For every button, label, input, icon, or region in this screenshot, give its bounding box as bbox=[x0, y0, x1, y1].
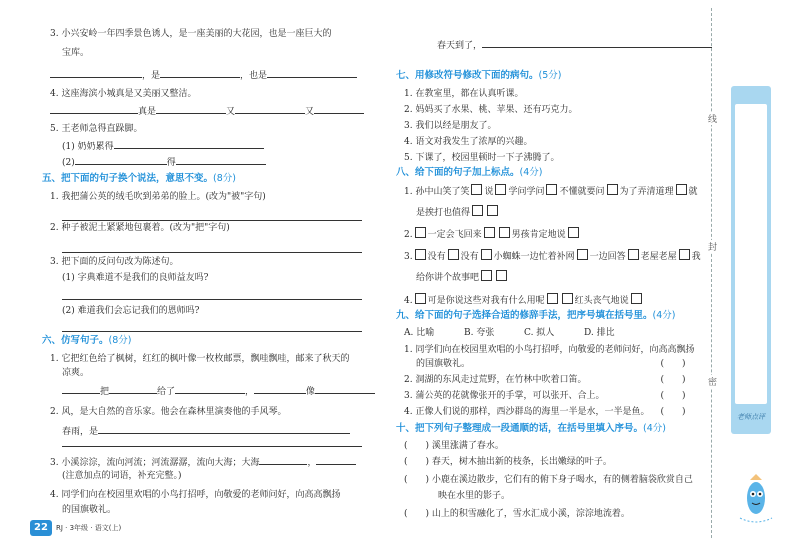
punct-box[interactable] bbox=[628, 249, 639, 260]
answer-paren[interactable]: ( ) bbox=[660, 375, 686, 385]
s5-q3a-line bbox=[62, 290, 362, 304]
blank[interactable] bbox=[235, 104, 305, 114]
s6-q2: 2. 风，是大自然的音乐家。他会在森林里演奏他的手风琴。 bbox=[50, 407, 287, 417]
binding-char: 线 bbox=[708, 112, 717, 125]
answer-paren[interactable]: ( ) bbox=[660, 391, 686, 401]
q4-fill-row: 真是 又 又 bbox=[50, 104, 364, 118]
s10-item: ( ) 春天，树木抽出新的枝条，长出嫩绿的叶子。 bbox=[404, 457, 612, 467]
answer-line[interactable] bbox=[62, 243, 362, 253]
s6-q1-fill: 把 给了 ， 像 bbox=[62, 384, 375, 398]
s7-item: 5. 下课了，校园里顿时一下子沸腾了。 bbox=[404, 153, 560, 163]
s8-q3-cont: 给你讲个故事吧 bbox=[416, 270, 509, 284]
spring-prompt: 春天到了， bbox=[437, 38, 712, 52]
punct-box[interactable] bbox=[415, 249, 426, 260]
s8-q1: 1. 孙中山笑了笑 说 学问学问 不懂就要问 为了弄清道理 就 bbox=[404, 184, 698, 198]
s9-item: 3. 蒲公英的花就像张开的手掌，可以张开、合上。 ( ) bbox=[404, 390, 693, 402]
s6-q1: 1. 它把红色给了枫树，红红的枫叶像一枚枚邮票，飘哇飘哇，邮来了秋天的 bbox=[50, 354, 350, 364]
q5-sub1: (1) 奶奶累得 bbox=[62, 139, 264, 153]
blank[interactable] bbox=[259, 455, 307, 465]
blank[interactable] bbox=[160, 68, 240, 78]
s6-q2-line bbox=[62, 437, 362, 451]
s8-q4: 4. 可是你说这些对我有什么用呢 红头丧气地说 bbox=[404, 293, 644, 307]
s9-item: 1. 同学们向在校园里欢唱的小鸟打招呼，向敬爱的老师问好，向高高飘扬 bbox=[404, 345, 695, 355]
s5-q3b: (2) 难道我们会忘记我们的恩师吗? bbox=[62, 306, 200, 316]
blank[interactable] bbox=[175, 384, 245, 394]
s5-q3a: (1) 字典难道不是我们的良师益友吗? bbox=[62, 273, 209, 283]
answer-paren[interactable]: ( bbox=[404, 475, 426, 485]
s5-q2: 2. 种子被泥土紧紧地包裹着。(改为"把"字句) bbox=[50, 223, 230, 233]
punct-box[interactable] bbox=[546, 184, 557, 195]
blank[interactable] bbox=[254, 384, 306, 394]
answer-line[interactable] bbox=[62, 290, 362, 300]
s10-item-cont: 映在水里的影子。 bbox=[438, 491, 511, 501]
blank[interactable] bbox=[50, 68, 142, 78]
s5-q2-line bbox=[62, 243, 362, 257]
answer-paren[interactable]: ( ) bbox=[660, 407, 686, 417]
section-7-title: 七、用修改符号修改下面的病句。(5分) bbox=[396, 70, 562, 81]
answer-paren[interactable]: ( bbox=[404, 457, 426, 467]
page-meta: RJ · 3年级 · 语文(上) bbox=[56, 524, 122, 532]
answer-paren[interactable]: ( bbox=[404, 441, 426, 451]
punct-box[interactable] bbox=[448, 249, 459, 260]
comment-area[interactable] bbox=[735, 104, 767, 404]
blank[interactable] bbox=[114, 139, 264, 149]
answer-line[interactable] bbox=[62, 211, 362, 221]
punct-box[interactable] bbox=[568, 227, 579, 238]
q5-stem: 5. 王老师急得直跺脚。 bbox=[50, 124, 143, 134]
s7-item: 2. 妈妈买了水果、桃、苹果、还有巧克力。 bbox=[404, 105, 578, 115]
binding-char: 密 bbox=[708, 375, 717, 388]
answer-line[interactable] bbox=[62, 322, 362, 332]
punct-box[interactable] bbox=[607, 184, 618, 195]
blank[interactable] bbox=[314, 104, 364, 114]
punct-box[interactable] bbox=[679, 249, 690, 260]
page-number: 22 bbox=[30, 520, 52, 536]
punct-box[interactable] bbox=[471, 184, 482, 195]
s8-q2: 2. 一定会飞回来 男孩肯定地说 bbox=[404, 227, 581, 241]
blank[interactable] bbox=[62, 384, 100, 394]
punct-box[interactable] bbox=[496, 270, 507, 281]
punct-box[interactable] bbox=[495, 184, 506, 195]
answer-paren[interactable]: ( ) bbox=[660, 359, 686, 369]
s7-item: 4. 语文对我发生了浓厚的兴趣。 bbox=[404, 137, 533, 147]
punct-box[interactable] bbox=[676, 184, 687, 195]
punct-box[interactable] bbox=[484, 227, 495, 238]
answer-paren[interactable]: ( bbox=[404, 509, 426, 519]
s9-item-cont: 的国旗敬礼。 ( ) bbox=[416, 358, 693, 370]
blank[interactable] bbox=[176, 155, 266, 165]
s6-q4-cont: 的国旗敬礼。 bbox=[62, 505, 117, 515]
s9-options: A. 比喻 B. 夸张 C. 拟人 D. 排比 bbox=[404, 328, 615, 338]
q3-fill-row: ，是 ，也是 bbox=[50, 68, 357, 82]
s5-q3: 3. 把下面的反问句改为陈述句。 bbox=[50, 257, 179, 267]
teacher-comment-label: 老师点评 bbox=[737, 413, 765, 421]
s6-q2-fill: 春雨，是 bbox=[62, 424, 350, 438]
blank[interactable] bbox=[109, 384, 157, 394]
blank[interactable] bbox=[482, 38, 712, 48]
s8-q3: 3. 没有 没有 小蜘蛛一边忙着补网 一边回答 老屋老屋 我 bbox=[404, 249, 701, 263]
section-6-title: 六、仿写句子。(8分) bbox=[42, 335, 132, 346]
blank[interactable] bbox=[156, 104, 226, 114]
section-5-title: 五、把下面的句子换个说法，意思不变。(8分) bbox=[42, 173, 236, 184]
punct-box[interactable] bbox=[481, 270, 492, 281]
punct-box[interactable] bbox=[577, 249, 588, 260]
blank[interactable] bbox=[316, 455, 356, 465]
q3-stem-cont: 宝库。 bbox=[62, 48, 90, 58]
punct-box[interactable] bbox=[472, 205, 483, 216]
blank[interactable] bbox=[315, 384, 375, 394]
section-10-title: 十、把下列句子整理成一段通顺的话，在括号里填入序号。(4分) bbox=[396, 423, 666, 434]
answer-line[interactable] bbox=[62, 437, 362, 447]
punct-box[interactable] bbox=[499, 227, 510, 238]
s6-q1-cont: 凉爽。 bbox=[62, 368, 90, 378]
punct-box[interactable] bbox=[415, 227, 426, 238]
blank[interactable] bbox=[98, 424, 350, 434]
blank[interactable] bbox=[75, 155, 167, 165]
punct-box[interactable] bbox=[487, 205, 498, 216]
s6-q3: 3. 小溪淙淙，流向河流；河流潺潺，流向大海；大海 ， bbox=[50, 455, 356, 469]
q4-stem: 4. 这座海滨小城真是又美丽又整洁。 bbox=[50, 89, 197, 99]
q5-sub2: (2) 得 bbox=[62, 155, 266, 169]
s10-item: ( ) 小鹿在溪边散步，它们有的俯下身子喝水，有的侧着脑袋欣赏自己 bbox=[404, 475, 693, 485]
s10-item: ( ) 山上的积雪融化了，雪水汇成小溪，淙淙地流着。 bbox=[404, 509, 630, 519]
s10-item: ( ) 溪里涨满了春水。 bbox=[404, 441, 504, 451]
s7-item: 1. 在教室里，都在认真听课。 bbox=[404, 89, 524, 99]
punct-box[interactable] bbox=[562, 293, 573, 304]
punct-box[interactable] bbox=[415, 293, 426, 304]
section-9-title: 九、给下面的句子选择合适的修辞手法，把序号填在括号里。(4分) bbox=[396, 310, 676, 321]
s9-item: 4. 正像人们说的那样，西沙群岛的海里一半是水，一半是鱼。 ( ) bbox=[404, 406, 693, 418]
punct-box[interactable] bbox=[547, 293, 558, 304]
punct-box[interactable] bbox=[481, 249, 492, 260]
q3-stem: 3. 小兴安岭一年四季景色诱人，是一座美丽的大花园，也是一座巨大的 bbox=[50, 29, 332, 39]
binding-char: 封 bbox=[708, 240, 717, 253]
s9-item: 2. 洞湖的东风走过荒野，在竹林中吹着口笛。 ( ) bbox=[404, 374, 693, 386]
s7-item: 3. 我们以经是朋友了。 bbox=[404, 121, 497, 131]
blank[interactable] bbox=[50, 104, 138, 114]
pencil-mascot-icon bbox=[736, 474, 776, 524]
blank[interactable] bbox=[267, 68, 357, 78]
teacher-comment-panel bbox=[731, 86, 771, 434]
s6-q3-note: (注意加点的词语，补充完整。) bbox=[62, 471, 182, 481]
s5-q1: 1. 我把蒲公英的绒毛吹到弟弟的脸上。(改为"被"字句) bbox=[50, 192, 266, 202]
s6-q4: 4. 同学们向在校园里欢唱的小鸟打招呼，向敬爱的老师问好，向高高飘扬 bbox=[50, 490, 341, 500]
punct-box[interactable] bbox=[631, 293, 642, 304]
s8-q1-cont: 是挨打也值得 bbox=[416, 205, 500, 219]
section-8-title: 八、给下面的句子加上标点。(4分) bbox=[396, 167, 543, 178]
